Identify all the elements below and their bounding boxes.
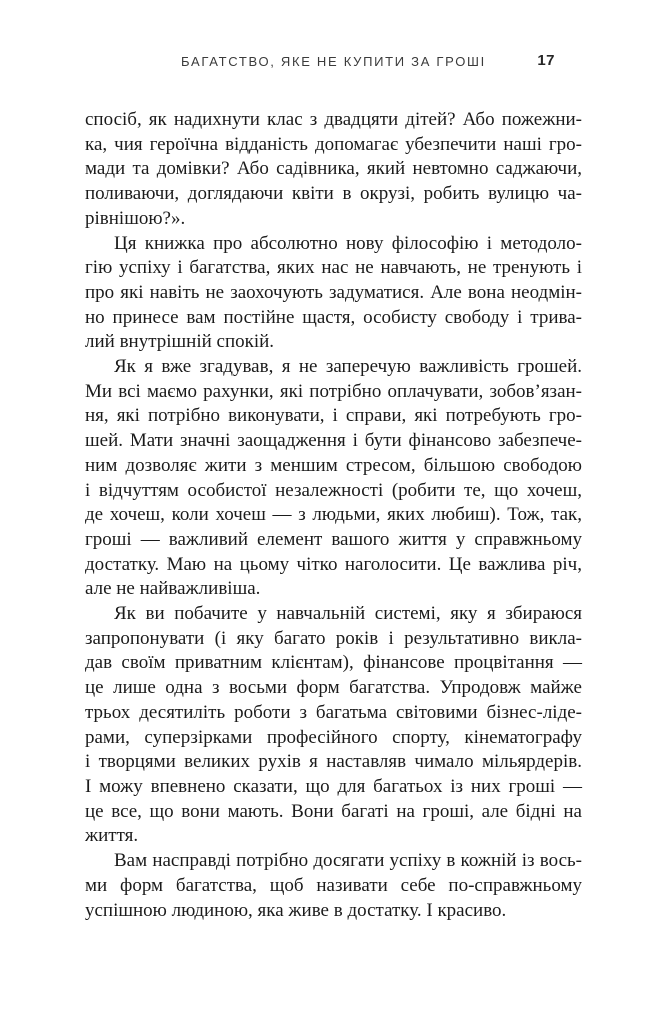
paragraph	[85, 232, 582, 356]
text-line: Як ви побачите у навчальній системі, яку я збираюся	[114, 603, 582, 625]
running-header	[85, 54, 582, 74]
text-line: достатку. Маю на цьому чітко наголосити. Це важлива річ,	[85, 553, 582, 575]
text-line: поливаючи, доглядаючи квіти в окрузі, робить вулицю ча-	[85, 183, 582, 205]
text-line: де хочеш, коли хочеш — з людьми, яких любиш). Тож, так,	[85, 504, 582, 526]
text-line: успішною людиною, яка живе в достатку. І красиво.	[85, 899, 507, 921]
text-line: про які навіть не заохочують задуматися. Але вона неодмін-	[85, 281, 582, 303]
text-line: ним дозволяє жити з меншим стресом, більшою свободою	[85, 454, 582, 476]
paragraph	[85, 849, 582, 923]
text-line: ка, чия героїчна відданість допомагає убезпечити наші гро-	[85, 133, 582, 155]
text-line: і творцями великих рухів я наставляв чимало мільярдерів.	[85, 751, 582, 773]
text-line: шей. Мати значні заощадження і бути фінансово забезпече-	[85, 430, 582, 452]
text-line: але не найважливіша.	[85, 578, 261, 600]
text-line: Ця книжка про абсолютно нову філософію і методоло-	[114, 232, 582, 254]
text-line: ня, які потрібно виконувати, і справи, які потребують гро-	[85, 405, 582, 427]
text-line: но принесе вам постійне щастя, особисту свободу і трива-	[85, 306, 582, 328]
text-line: гроші — важливий елемент вашого життя у справжньому	[85, 528, 582, 550]
page-number: 17	[537, 52, 555, 69]
text-line: запропонувати (і яку багато років і результативно викла-	[85, 627, 582, 649]
running-title: БАГАТСТВО, ЯКЕ НЕ КУПИТИ ЗА ГРОШІ	[181, 54, 486, 69]
text-line: спосіб, як надихнути клас з двадцяти дітей? Або пожежни-	[85, 109, 582, 130]
page-body	[85, 108, 582, 923]
text-line: мади та домівки? Або садівника, який невтомно саджаючи,	[85, 158, 582, 180]
text-line: трьох десятиліть роботи з багатьма світовими бізнес-ліде-	[85, 701, 582, 723]
text-line: це лише одна з восьми форм багатства. Упродовж майже	[85, 677, 582, 699]
text-line: це все, що вони мають. Вони багаті на гроші, але бідні на	[85, 800, 582, 822]
paragraph	[85, 108, 582, 232]
text-line: І можу впевнено сказати, що для багатьох із них гроші —	[85, 775, 582, 797]
text-line: Як я вже згадував, я не заперечую важливість грошей.	[114, 356, 582, 378]
text-line: рами, суперзірками професійного спорту, кінематографу	[85, 726, 582, 748]
text-line: і відчуттям особистої незалежності (робити те, що хочеш,	[85, 479, 582, 501]
text-line: гію успіху і багатства, яких нас не навчають, не тренують і	[85, 257, 582, 279]
text-line: дав своїм приватним клієнтам), фінансове процвітання —	[85, 652, 582, 674]
text-line: лий внутрішній спокій.	[85, 331, 275, 353]
text-line: життя.	[85, 825, 139, 847]
text-line: ми форм багатства, щоб називати себе по-справжньому	[85, 874, 582, 896]
text-line: рівнішою?».	[85, 207, 186, 229]
paragraph	[85, 355, 582, 602]
paragraph	[85, 602, 582, 849]
text-line: Ми всі маємо рахунки, які потрібно оплачувати, зобов’язан-	[85, 380, 582, 402]
text-line: Вам насправді потрібно досягати успіху в кожній із вось-	[114, 850, 582, 872]
